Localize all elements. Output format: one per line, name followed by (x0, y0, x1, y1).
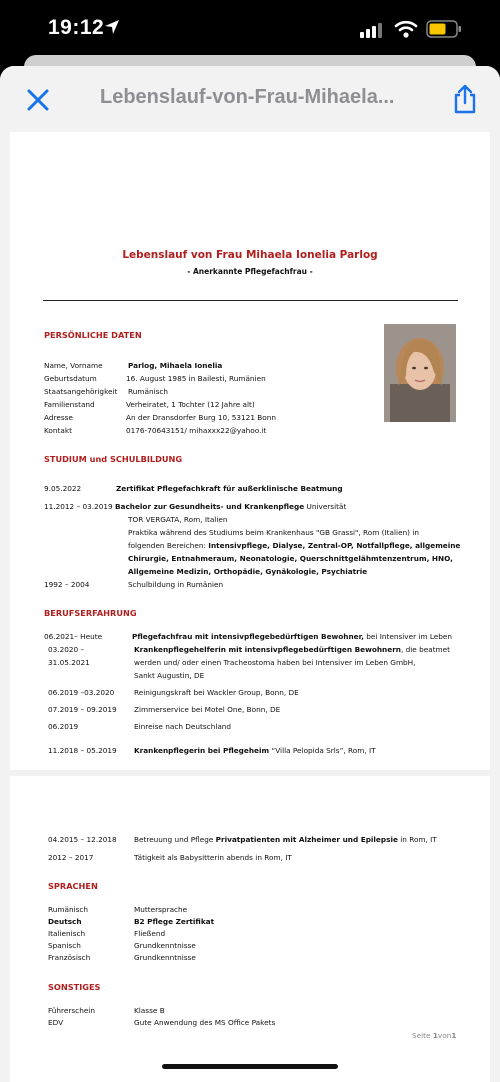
language-name: Spanisch (48, 941, 81, 950)
language-name: Französisch (48, 953, 91, 962)
language-level: Muttersprache (134, 905, 188, 914)
entry-date: 11.2018 – 05.2019 (48, 746, 117, 755)
divider (43, 300, 458, 301)
language-name: Italienisch (48, 929, 86, 938)
entry-text-part: in Rom, IT (397, 835, 437, 844)
entry-date: 03.2020 – (48, 645, 85, 654)
location-arrow-icon (104, 19, 120, 35)
personal-value: An der Dransdorfer Burg 10, 53121 Bonn (126, 413, 276, 422)
entry-text: Universität (304, 502, 347, 511)
footer-text: Seite (412, 1031, 433, 1040)
entry-date: 06.2021– Heute (44, 632, 103, 641)
share-icon[interactable] (452, 84, 478, 114)
entry-text (134, 747, 376, 754)
entry-text: Zimmerservice bei Motel One, Bonn, DE (134, 705, 281, 714)
personal-label: Staatsangehörigkeit (44, 387, 118, 396)
job-title: Krankenpflegerin bei Pflegeheim (134, 746, 270, 755)
misc-label: EDV (48, 1018, 64, 1027)
entry-text: TOR VERGATA, Rom, Italien (128, 515, 228, 524)
home-indicator[interactable] (162, 1064, 338, 1069)
section-heading-studium: STUDIUM und SCHULBILDUNG (44, 454, 183, 464)
pdf-page-1 (10, 132, 490, 770)
personal-label: Name, Vorname (44, 361, 103, 370)
entry-date: 1992 – 2004 (44, 580, 90, 589)
entry-date: 04.2015 – 12.2018 (48, 835, 117, 844)
signal-icon (360, 22, 384, 38)
personal-value: 0176-70643151/ mihaxxx22@yahoo.it (126, 426, 267, 435)
page-footer (412, 1032, 456, 1039)
portrait-photo (384, 324, 456, 422)
job-employer: “Villa Pelopida Srls”, Rom, IT (269, 746, 376, 755)
pdf-page-2 (10, 776, 490, 1082)
close-icon[interactable] (24, 86, 52, 114)
entry-date: 07.2019 – 09.2019 (48, 705, 117, 714)
language-level: Grundkenntnisse (134, 953, 196, 962)
entry-text: Schulbildung in Rumänien (128, 580, 224, 589)
status-time: 19:12 (48, 16, 105, 39)
entry-text: Chirurgie, Entnahmeraum, Neonatologie, Querschnittgelähmtenzentrum, HNO, (128, 554, 453, 563)
entry-text (128, 542, 460, 549)
personal-label: Geburtsdatum (44, 374, 97, 383)
viewer-toolbar (0, 66, 500, 132)
entry-text: Reinigungskraft bei Wackler Group, Bonn, DE (134, 688, 299, 697)
entry-date: 9.05.2022 (44, 484, 82, 493)
section-heading-sonstiges: SONSTIGES (48, 982, 101, 992)
misc-value: Klasse B (134, 1006, 165, 1015)
section-heading-sprachen: SPRACHEN (48, 881, 98, 891)
personal-label: Adresse (44, 413, 73, 422)
job-employer: bei Intensiver im Leben (363, 632, 453, 641)
footer-text: von (437, 1031, 452, 1040)
entry-text-bold: Intensivpflege, Dialyse, Zentral-OP, Notfallpflege, allgemeine (208, 541, 461, 550)
language-level: Grundkenntnisse (134, 941, 196, 950)
cv-title: Lebenslauf von Frau Mihaela Ionelia Parlog (122, 249, 378, 261)
language-level: Fließend (134, 929, 166, 938)
personal-value: Verheiratet, 1 Tochter (12 Jahre alt) (126, 400, 255, 409)
entry-text-part: Betreuung und Pflege (134, 835, 216, 844)
entry-text (134, 836, 437, 843)
entry-text: Praktika während des Studiums beim Krankenhaus "GB Grassi", Rom (Italien) in (128, 528, 420, 537)
misc-label: Führerschein (48, 1006, 95, 1015)
personal-label: Kontakt (44, 426, 72, 435)
footer-page-number: 1 (432, 1031, 438, 1040)
status-bar (0, 0, 500, 58)
entry-text: werden und/ oder einen Tracheostoma haben bei Intensiver im Leben GmbH, (134, 658, 416, 667)
entry-date: 31.05.2021 (48, 658, 90, 667)
job-title: Krankenpflegehelferin mit intensivpflegebedürftigen Bewohnern (134, 645, 401, 654)
entry-text-bold: Privatpatienten mit Alzheimer und Epilepsie (215, 835, 398, 844)
language-level: B2 Pflege Zertifikat (134, 917, 215, 926)
entry-text: Sankt Augustin, DE (134, 671, 205, 680)
entry-text: Allgemeine Medizin, Orthopädie, Gynäkologie, Psychiatrie (128, 567, 368, 576)
entry-date: 06.2019 –03.2020 (48, 688, 115, 697)
language-name: Deutsch (48, 917, 82, 926)
personal-value: Rumänisch (128, 387, 169, 396)
misc-value: Gute Anwendung des MS Office Pakets (134, 1018, 276, 1027)
document-title: Lebenslauf-von-Frau-Mihaela... (100, 86, 395, 108)
document-viewer (0, 66, 500, 1082)
personal-label: Familienstand (44, 400, 95, 409)
entry-date: 06.2019 (48, 722, 79, 731)
section-heading-personal: PERSÖNLICHE DATEN (44, 330, 142, 340)
footer-total-pages: 1 (451, 1031, 457, 1040)
job-employer: , die beatmet (401, 645, 451, 654)
language-name: Rumänisch (48, 905, 89, 914)
wifi-icon (394, 19, 418, 39)
entry-date (44, 503, 346, 510)
entry-text (134, 646, 450, 653)
entry-text: Zertifikat Pflegefachkraft für außerklinische Beatmung (116, 484, 343, 493)
personal-value: Parlog, Mihaela Ionelia (128, 361, 223, 370)
job-title: Pflegefachfrau mit intensivpflegebedürftigen Bewohner, (132, 632, 364, 641)
entry-text: Tätigkeit als Babysitterin abends in Rom, IT (134, 853, 292, 862)
personal-value: 16. August 1985 in Bailesti, Rumänien (126, 374, 266, 383)
section-heading-beruf: BERUFSERFAHRUNG (44, 608, 137, 618)
entry-text: Einreise nach Deutschland (134, 722, 232, 731)
entry-degree: Bachelor zur Gesundheits- und Krankenpflege (114, 502, 305, 511)
entry-date: 2012 – 2017 (48, 853, 94, 862)
entry-text (132, 633, 452, 640)
battery-icon (426, 20, 462, 38)
entry-date-text: 11.2012 – 03.2019 (44, 502, 113, 511)
entry-text-part: folgenden Bereichen: (128, 541, 209, 550)
cv-subtitle: - Anerkannte Pflegefachfrau - (187, 267, 313, 276)
